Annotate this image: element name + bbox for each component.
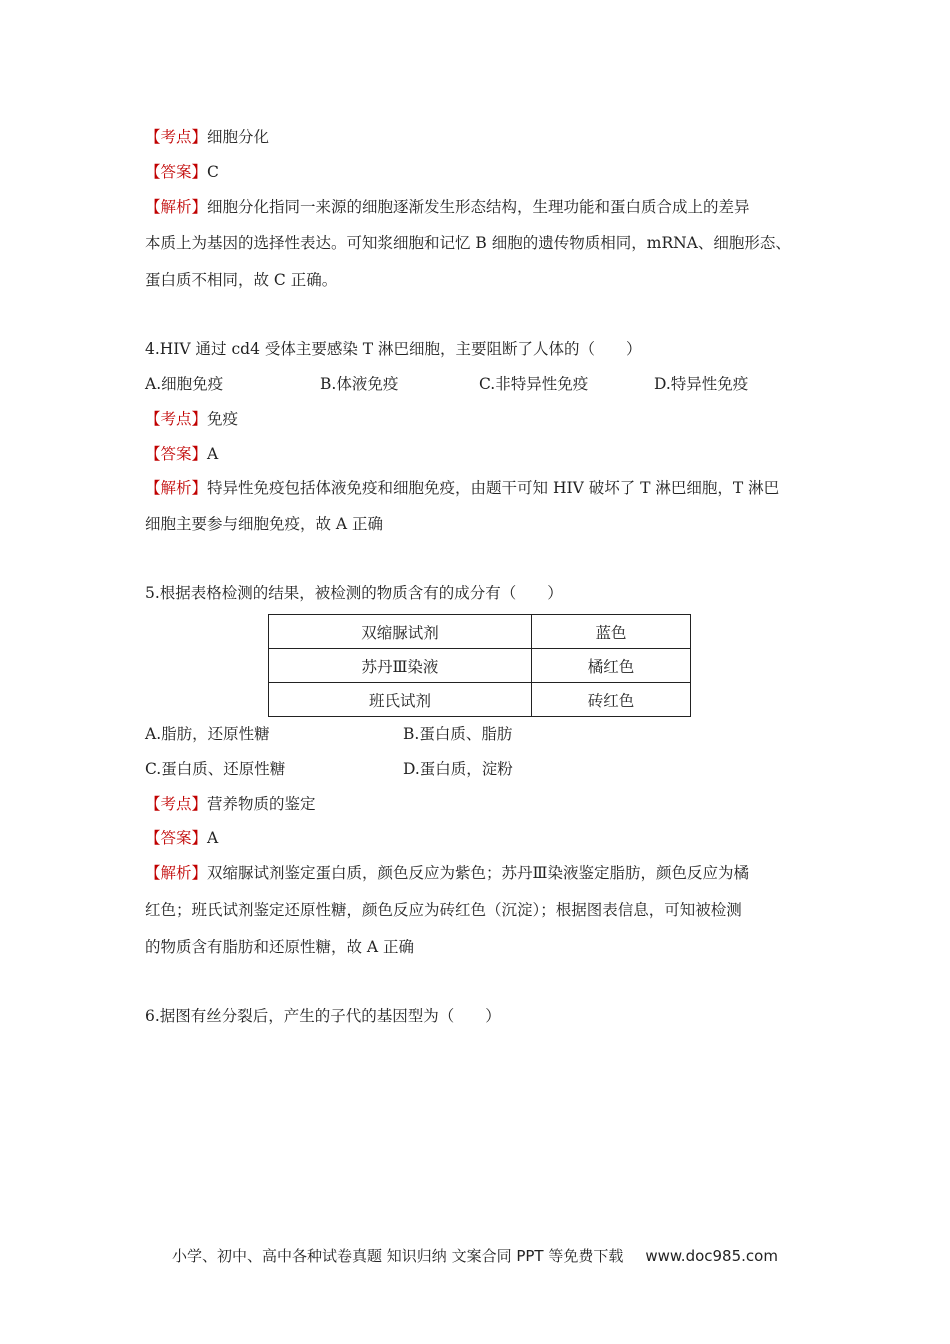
kaodian-text: 营养物质的鉴定	[207, 795, 316, 813]
answer-tag: 【答案】	[145, 829, 208, 847]
kaodian-text: 细胞分化	[207, 128, 270, 146]
q3-kaodian	[145, 126, 269, 148]
q5-option-b: B.蛋白质、脂肪	[403, 725, 513, 743]
analysis-tag: 【解析】	[145, 864, 208, 882]
answer-tag: 【答案】	[145, 163, 208, 181]
kaodian-tag: 【考点】	[145, 795, 208, 813]
q3-analysis-line-2: 本质上为基因的选择性表达。可知浆细胞和记忆 B 细胞的遗传物质相同，mRNA、细胞形态、	[145, 234, 791, 252]
table-row	[269, 649, 691, 683]
page-footer	[0, 1245, 950, 1266]
table-cell: 苏丹Ⅲ染液	[269, 649, 532, 683]
q4-kaodian	[145, 408, 238, 430]
table-cell: 蓝色	[531, 615, 690, 649]
q5-stem: 5.根据表格检测的结果，被检测的物质含有的成分有（ ）	[145, 584, 563, 602]
q4-option-a: A.细胞免疫	[145, 375, 224, 393]
kaodian-tag: 【考点】	[145, 410, 208, 428]
table-row	[269, 615, 691, 649]
table-row	[269, 683, 691, 717]
q4-options	[145, 373, 845, 395]
analysis-text: 双缩脲试剂鉴定蛋白质，颜色反应为紫色；苏丹Ⅲ染液鉴定脂肪，颜色反应为橘	[207, 864, 749, 882]
q5-option-a: A.脂肪，还原性糖	[145, 725, 270, 743]
q5-analysis-line-3: 的物质含有脂肪和还原性糖，故 A 正确	[145, 938, 415, 956]
answer-text: A	[207, 829, 219, 847]
q4-analysis-line-1	[145, 477, 779, 499]
footer-url[interactable]: www.doc985.com	[645, 1247, 778, 1265]
kaodian-tag: 【考点】	[145, 128, 208, 146]
q5-analysis-line-1	[145, 862, 749, 884]
q4-option-b: B.体液免疫	[320, 375, 399, 393]
analysis-text: 细胞分化指同一来源的细胞逐渐发生形态结构，生理功能和蛋白质合成上的差异	[207, 198, 750, 216]
analysis-tag: 【解析】	[145, 198, 208, 216]
q3-analysis-line-1	[145, 196, 750, 218]
q4-option-d: D.特异性免疫	[654, 375, 749, 393]
analysis-tag: 【解析】	[145, 479, 208, 497]
q3-answer	[145, 161, 219, 183]
q5-answer	[145, 827, 218, 849]
q3-analysis-line-3: 蛋白质不相同，故 C 正确。	[145, 271, 338, 289]
q5-options-row-2	[145, 758, 845, 780]
reagent-table	[268, 614, 691, 717]
answer-text: A	[207, 445, 219, 463]
analysis-text: 特异性免疫包括体液免疫和细胞免疫，由题干可知 HIV 破坏了 T 淋巴细胞，T 淋巴	[207, 479, 780, 497]
q5-option-d: D.蛋白质，淀粉	[403, 760, 513, 778]
q5-analysis-line-2: 红色；班氏试剂鉴定还原性糖，颜色反应为砖红色（沉淀）；根据图表信息，可知被检测	[145, 901, 742, 919]
table-cell: 橘红色	[531, 649, 690, 683]
table-cell: 砖红色	[531, 683, 690, 717]
q4-answer	[145, 443, 218, 465]
q4-stem: 4.HIV 通过 cd4 受体主要感染 T 淋巴细胞，主要阻断了人体的（ ）	[145, 340, 642, 358]
q5-options-row-1	[145, 723, 845, 745]
answer-tag: 【答案】	[145, 445, 208, 463]
q4-option-c: C.非特异性免疫	[479, 375, 589, 393]
q4-analysis-line-2: 细胞主要参与细胞免疫，故 A 正确	[145, 515, 384, 533]
footer-text: 小学、初中、高中各种试卷真题 知识归纳 文案合同 PPT 等免费下载	[172, 1247, 624, 1265]
table-cell: 班氏试剂	[269, 683, 532, 717]
q5-option-c: C.蛋白质、还原性糖	[145, 760, 286, 778]
table-cell: 双缩脲试剂	[269, 615, 532, 649]
q5-kaodian	[145, 793, 316, 815]
q6-stem: 6.据图有丝分裂后，产生的子代的基因型为（ ）	[145, 1007, 501, 1025]
kaodian-text: 免疫	[207, 410, 239, 428]
answer-text: C	[207, 163, 219, 181]
